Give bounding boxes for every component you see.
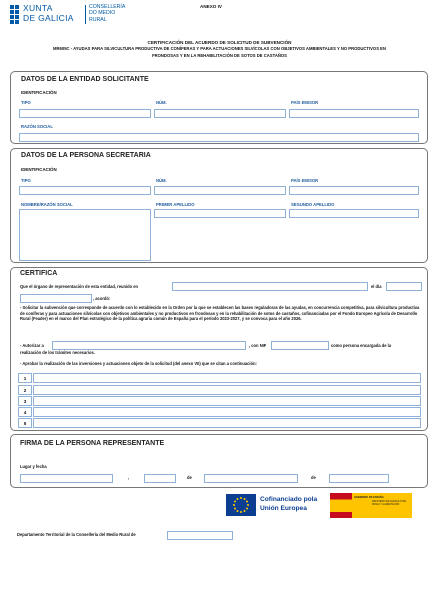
certifica-p2: - Solicitar la subvención que corresponde de acuerdo con lo establecido en la Orden por la que se establecen las bases reguladoras de las ayudas, en concurrencia competitiva, para silvicultura productiva de coníferas y para actuaciones silvícolas con objetivos ambientales y no productivos en frondosas y en la rehabilitación de sotos de castaños, cofinanciadas por el Fondo Europeo Agrícola de Desarrollo Rural (Feader) en el marco del Plan estratégico de la política agraria común de España para el período 2023-2027, y se convoca para el año 2026. [20, 305, 420, 322]
certifica-p3c: como persona encargada de la [331, 343, 392, 348]
investment-row-field[interactable] [33, 385, 421, 395]
secretary-num-field[interactable] [154, 186, 286, 195]
certifica-p1c: , acordó: [93, 296, 111, 301]
entity-pais-field[interactable] [289, 109, 419, 118]
ministry-block [352, 493, 412, 518]
meeting-date-field[interactable] [386, 282, 422, 291]
secretary-nombre-field[interactable] [19, 209, 151, 261]
secretary-nombre-label: NOMBRE/RAZÓN SOCIAL [21, 202, 73, 207]
investment-row-field[interactable] [33, 396, 421, 406]
department-label: Departamento Territorial de la Consellería del Medio Rural de [17, 532, 136, 537]
xunta-emblem-icon [10, 5, 20, 25]
authorized-person-field[interactable] [52, 341, 246, 350]
signature-month-field[interactable] [204, 474, 298, 483]
secretary-tipo-field[interactable] [19, 186, 151, 195]
secretary-apellido2-label: SEGUNDO APELLIDO [291, 202, 335, 207]
conselleria-text: CONSELLERÍA DO MEDIO RURAL [89, 4, 126, 23]
entity-section-title: DATOS DE LA ENTIDAD SOLICITANTE [21, 76, 149, 83]
eu-flag-icon [226, 494, 256, 516]
certifica-p4: - Aprobar la realización de las inversiones y actuaciones objeto de la solicitud (del anexo VII) que se citan a continuación: [20, 361, 257, 366]
entity-identification-label: IDENTIFICACIÓN [21, 90, 57, 95]
certifica-p3a: - Autorizar a [20, 343, 44, 348]
certifica-p3b: , con NIF [249, 343, 267, 348]
entity-tipo-label: TIPO [21, 100, 31, 105]
eu-line-2: Unión Europea [260, 505, 307, 512]
signature-title: FIRMA DE LA PERSONA REPRESENTANTE [20, 440, 165, 447]
logo-divider [85, 5, 86, 24]
certifica-title: CERTIFICA [20, 270, 58, 277]
department-field[interactable] [167, 531, 233, 540]
secretary-pais-field[interactable] [289, 186, 419, 195]
secretary-section [10, 148, 428, 263]
place-date-label: Lugar y fecha [20, 464, 47, 469]
meeting-place-field[interactable] [172, 282, 368, 291]
certifica-p1b: el día [371, 284, 382, 289]
signature-de-2: de [311, 475, 316, 480]
investment-row-number: 1 [18, 373, 32, 383]
xunta-logo [10, 4, 130, 26]
entity-section [10, 71, 428, 144]
secretary-tipo-label: TIPO [21, 178, 31, 183]
investment-row-number: 2 [18, 385, 32, 395]
secretary-apellido1-field[interactable] [154, 209, 286, 218]
annex-label: ANEXO IV [200, 4, 222, 9]
secretary-apellido2-field[interactable] [289, 209, 419, 218]
eu-cofinancing-logo [226, 493, 326, 518]
investment-row-number: 4 [18, 407, 32, 417]
secretary-section-title: DATOS DE LA PERSONA SECRETARIA [21, 152, 151, 159]
entity-tipo-field[interactable] [19, 109, 151, 118]
signature-de-1: de [187, 475, 192, 480]
subtitle-line-1: MR605C - AYUDAS PARA SILVICULTURA PRODUCTIVA DE CONÍFERAS Y PARA ACTUACIONES SILVÍCOLAS CON OBJETIVOS AMBIENTALES Y NO PRODUCTIVOS EN [53, 46, 386, 51]
investment-row-field[interactable] [33, 407, 421, 417]
investment-row-number: 5 [18, 418, 32, 428]
secretary-num-label: NÚM. [156, 178, 167, 183]
investment-row-field[interactable] [33, 373, 421, 383]
spain-emblem-icon [330, 493, 352, 518]
entity-pais-label: PAÍS EMISOR [291, 100, 319, 105]
page-title: CERTIFICACIÓN DEL ACUERDO DE SOLICITUD DE SUBVENCIÓN [147, 40, 292, 45]
secretary-apellido1-label: PRIMER APELLIDO [156, 202, 195, 207]
secretary-pais-label: PAÍS EMISOR [291, 178, 319, 183]
xunta-text: XUNTA DE GALICIA [23, 3, 74, 23]
ministry-logo [330, 493, 412, 518]
certifica-p1a: Que el órgano de representación de esta entidad, reunido en [20, 284, 139, 289]
certifica-p3d: realización de los trámites necesarios. [20, 350, 95, 355]
ministry-name: GOBIERNO DE ESPAÑA [354, 496, 384, 499]
meeting-date-2-field[interactable] [20, 294, 92, 303]
investment-row-field[interactable] [33, 418, 421, 428]
signature-comma: , [128, 475, 130, 480]
secretary-identification-label: IDENTIFICACIÓN [21, 167, 57, 172]
subtitle-line-2: FRONDOSAS Y EN LA REHABILITACIÓN DE SOTOS DE CASTAÑOS [152, 53, 287, 58]
entity-num-field[interactable] [154, 109, 286, 118]
authorized-nif-field[interactable] [271, 341, 329, 350]
eu-line-1: Cofinanciado pola [260, 496, 318, 503]
ministry-text: MINISTERIO DE AGRICULTURA, PESCA Y ALIMENTACIÓN [372, 501, 407, 506]
investment-row-number: 3 [18, 396, 32, 406]
signature-year-field[interactable] [329, 474, 389, 483]
signature-place-field[interactable] [20, 474, 113, 483]
signature-day-field[interactable] [144, 474, 176, 483]
entity-num-label: NÚM. [156, 100, 167, 105]
entity-razon-label: RAZÓN SOCIAL [21, 124, 53, 129]
entity-razon-field[interactable] [19, 133, 419, 142]
